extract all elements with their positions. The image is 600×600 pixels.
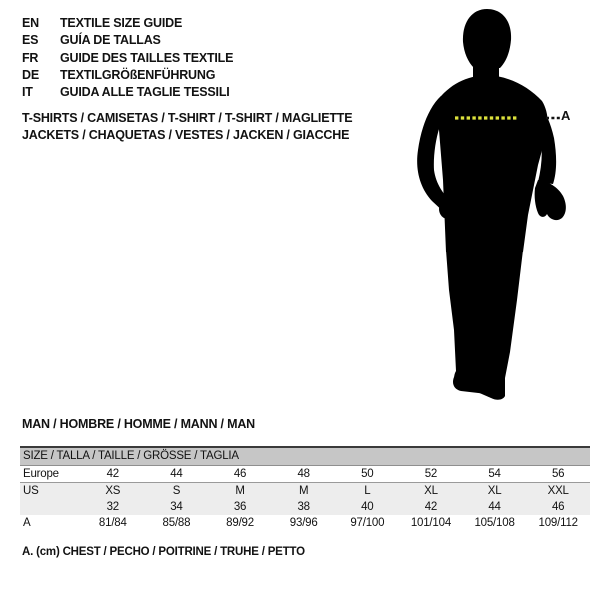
size-cell: 89/92 bbox=[226, 517, 254, 529]
size-cell: XXL bbox=[547, 485, 569, 497]
row-label: Europe bbox=[23, 468, 59, 480]
table-row-europe bbox=[20, 466, 590, 483]
size-cell: XS bbox=[105, 485, 121, 497]
size-cell: 32 bbox=[106, 501, 120, 513]
table-row-us bbox=[20, 483, 590, 499]
row-label: A bbox=[23, 517, 31, 529]
language-row bbox=[22, 67, 233, 84]
language-code: DE bbox=[22, 67, 39, 82]
language-row bbox=[22, 50, 233, 67]
language-title: TEXTILE SIZE GUIDE bbox=[60, 16, 183, 30]
table-row-unlabeled bbox=[20, 499, 590, 515]
size-cell: 46 bbox=[551, 501, 565, 513]
size-cell: 50 bbox=[361, 468, 374, 480]
table-header: SIZE / TALLA / TAILLE / GRÖSSE / TAGLIA bbox=[20, 448, 590, 466]
measure-label: A bbox=[561, 108, 571, 123]
size-cell: 38 bbox=[297, 501, 310, 513]
language-title: TEXTILGRÖßENFÜHRUNG bbox=[60, 67, 216, 82]
category-line-tshirts: T-SHIRTS / CAMISETAS / T-SHIRT / T-SHIRT / MAGLIETTE bbox=[22, 111, 353, 125]
language-list bbox=[22, 15, 233, 101]
size-cell: 40 bbox=[361, 501, 374, 513]
size-cell: 97/100 bbox=[350, 517, 385, 529]
table-band bbox=[20, 483, 590, 515]
size-cell: 34 bbox=[170, 501, 183, 513]
footnote: A. (cm) CHEST / PECHO / POITRINE / TRUHE / PETTO bbox=[22, 546, 305, 558]
size-table bbox=[20, 446, 590, 531]
size-cell: 48 bbox=[297, 468, 310, 480]
size-cell: 36 bbox=[233, 501, 247, 513]
size-cell: XL bbox=[487, 485, 502, 497]
language-title: GUIDE DES TAILLES TEXTILE bbox=[60, 50, 234, 65]
size-cell: M bbox=[235, 485, 245, 497]
language-code: FR bbox=[22, 50, 39, 65]
size-cell: 44 bbox=[170, 468, 183, 480]
size-cell: 54 bbox=[488, 468, 501, 480]
size-cell: M bbox=[298, 485, 309, 497]
man-silhouette bbox=[405, 0, 595, 402]
size-cell: 81/84 bbox=[98, 517, 127, 529]
size-cell: 85/88 bbox=[162, 517, 191, 529]
language-code: ES bbox=[22, 33, 39, 48]
silhouette-shape bbox=[417, 9, 566, 400]
language-code: IT bbox=[22, 85, 33, 100]
size-cell: 42 bbox=[106, 468, 120, 480]
size-cell: XL bbox=[424, 485, 438, 497]
language-title: GUÍA DE TALLAS bbox=[60, 33, 161, 48]
size-cell: S bbox=[172, 485, 181, 497]
size-cell: 56 bbox=[551, 468, 565, 480]
size-cell: 42 bbox=[424, 501, 438, 513]
size-cell: 93/96 bbox=[289, 517, 318, 529]
table-row-chest bbox=[20, 515, 590, 531]
size-cell: 52 bbox=[424, 468, 438, 480]
size-cell: 101/104 bbox=[410, 517, 452, 529]
row-label: US bbox=[23, 485, 39, 497]
size-cell: 105/108 bbox=[474, 517, 515, 529]
language-title: GUIDA ALLE TAGLIE TESSILI bbox=[60, 85, 230, 100]
language-row bbox=[22, 15, 233, 32]
language-row bbox=[22, 84, 233, 101]
category-line-jackets: JACKETS / CHAQUETAS / VESTES / JACKEN / GIACCHE bbox=[22, 128, 350, 143]
size-cell: 109/112 bbox=[538, 517, 578, 529]
size-cell: 44 bbox=[488, 501, 501, 513]
size-cell: 46 bbox=[233, 468, 247, 480]
section-title: MAN / HOMBRE / HOMME / MANN / MAN bbox=[22, 417, 255, 431]
language-row bbox=[22, 32, 233, 49]
category-lines bbox=[22, 110, 352, 145]
language-code: EN bbox=[22, 16, 39, 30]
size-cell: L bbox=[364, 485, 371, 497]
